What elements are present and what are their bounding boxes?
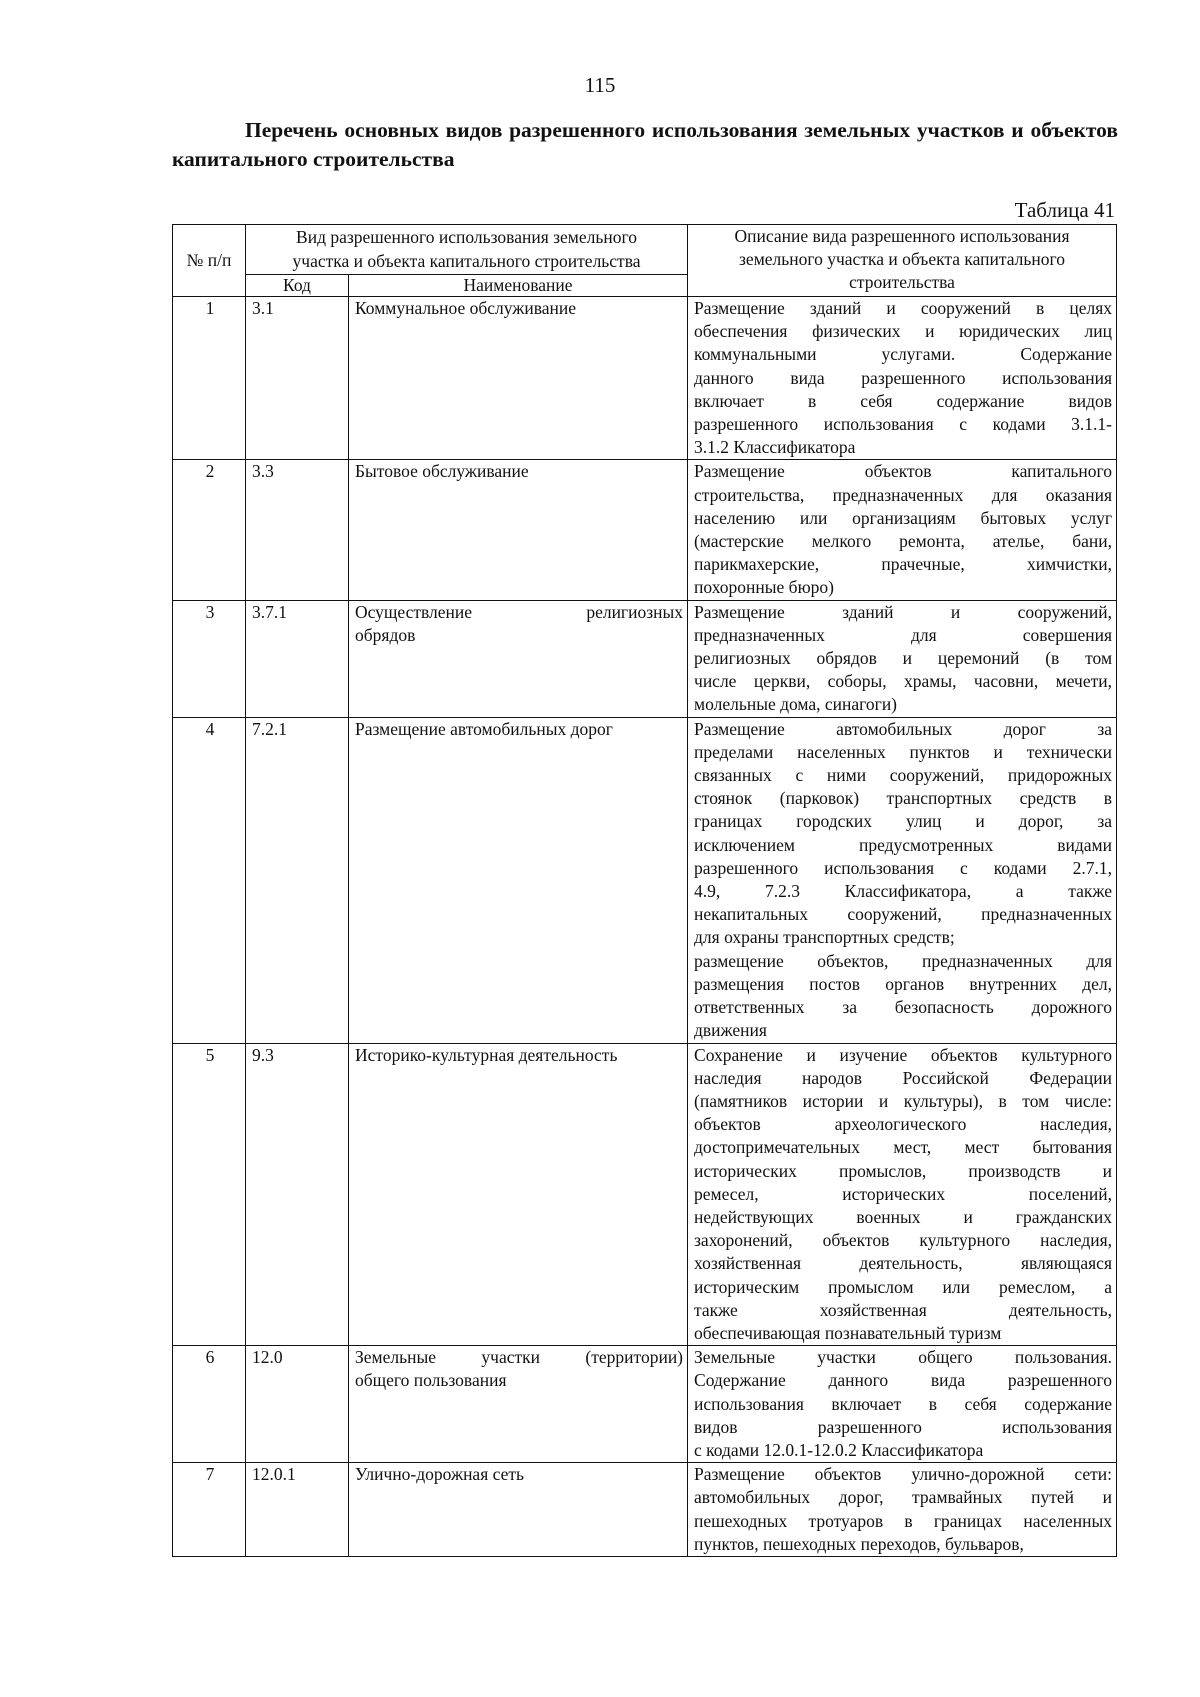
row-number: 6 <box>173 1346 246 1463</box>
row-description-line: размещения постов органов внутренних дел, <box>694 973 1113 994</box>
row-description-line: также хозяйственная деятельность, <box>694 1299 1113 1320</box>
row-description-line: пределами населенных пунктов и технически <box>694 741 1113 762</box>
row-description <box>688 1463 1117 1557</box>
table-row <box>173 460 1117 600</box>
row-description-line: Размещение зданий и сооружений в целях <box>694 298 1113 318</box>
row-description <box>688 297 1117 460</box>
row-description <box>688 600 1117 717</box>
row-description-line: парикмахерские, прачечные, химчистки, <box>694 554 1113 575</box>
row-name <box>349 717 688 1043</box>
row-code: 3.3 <box>246 460 349 600</box>
table-body <box>173 297 1117 1557</box>
table-row <box>173 297 1117 460</box>
row-code: 12.0 <box>246 1346 349 1463</box>
row-description <box>688 1043 1117 1346</box>
row-description-line: (памятников истории и культуры), в том числе: <box>694 1090 1113 1111</box>
row-description <box>688 460 1117 600</box>
row-name <box>349 600 688 717</box>
row-description-line: достопримечательных мест, мест бытования <box>694 1137 1113 1158</box>
row-description-line: Размещение автомобильных дорог за <box>694 718 1113 739</box>
row-name <box>349 1346 688 1463</box>
row-name-line: обрядов <box>355 624 416 645</box>
row-description-line: видов разрешенного использования <box>694 1416 1113 1437</box>
row-number: 2 <box>173 460 246 600</box>
row-description-line: Размещение объектов улично-дорожной сети: <box>694 1464 1113 1485</box>
row-description <box>688 717 1117 1043</box>
row-description-line: некапитальных сооружений, предназначенных <box>694 904 1113 925</box>
row-description-line: границах городских улиц и дорог, за <box>694 811 1113 832</box>
header-group-line: участка и объекта капитального строительства <box>292 250 641 271</box>
row-description-line: наследия народов Российской Федерации <box>694 1067 1113 1088</box>
row-description-line: стоянок (парковок) транспортных средств в <box>694 788 1113 809</box>
header-name: Наименование <box>349 275 688 297</box>
row-description-line: пунктов, пешеходных переходов, бульваров, <box>694 1533 1024 1554</box>
row-description-line: историческим промыслом или ремеслом, а <box>694 1276 1113 1297</box>
row-name <box>349 1043 688 1346</box>
row-description-line: движения <box>694 1020 767 1041</box>
table-header <box>173 225 1117 297</box>
row-number: 7 <box>173 1463 246 1557</box>
row-description-line: обеспечения физических и юридических лиц <box>694 321 1113 342</box>
row-description-line: включает в себя содержание видов <box>694 390 1113 411</box>
row-description-line: ответственных за безопасность дорожного <box>694 997 1113 1018</box>
row-description-line: обеспечивающая познавательный туризм <box>694 1322 1002 1343</box>
row-description-line: населению или организациям бытовых услуг <box>694 507 1113 528</box>
row-description-line: разрешенного использования с кодами 2.7.1, <box>694 857 1113 878</box>
row-description-line: исключением предусмотренных видами <box>694 834 1113 855</box>
row-description-line: предназначенных для совершения <box>694 624 1113 645</box>
row-name-line: общего пользования <box>355 1370 507 1391</box>
row-description <box>688 1346 1117 1463</box>
row-name-line: Земельные участки (территории) <box>355 1347 684 1368</box>
row-description-line: религиозных обрядов и церемоний (в том <box>694 648 1113 669</box>
header-desc-line: Описание вида разрешенного использования <box>734 226 1070 246</box>
row-description-line: для охраны транспортных средств; <box>694 927 955 948</box>
row-description-line: с кодами 12.0.1-12.0.2 Классификатора <box>694 1439 984 1460</box>
header-desc-line: строительства <box>849 272 955 293</box>
row-description-line: ремесел, исторических поселений, <box>694 1183 1113 1204</box>
row-description-line: связанных с ними сооружений, придорожных <box>694 765 1113 786</box>
row-description-line: объектов археологического наследия, <box>694 1114 1113 1135</box>
table-caption: Таблица 41 <box>1014 198 1115 222</box>
header-use-type-group <box>246 225 688 275</box>
row-description-line: данного вида разрешенного использования <box>694 367 1113 388</box>
header-group-line: Вид разрешенного использования земельного <box>296 227 637 248</box>
row-description-line: пешеходных тротуаров в границах населенных <box>694 1510 1113 1531</box>
row-name <box>349 1463 688 1557</box>
table-row <box>173 1043 1117 1346</box>
row-description-line: строительства, предназначенных для оказания <box>694 484 1113 505</box>
row-code: 3.1 <box>246 297 349 460</box>
row-name-line: Коммунальное обслуживание <box>355 298 577 318</box>
row-description-line: числе церкви, соборы, храмы, часовни, мечети, <box>694 671 1113 692</box>
table-row <box>173 1346 1117 1463</box>
table-row <box>173 717 1117 1043</box>
row-description-line: (мастерские мелкого ремонта, ателье, бани, <box>694 531 1113 552</box>
row-description-line: хозяйственная деятельность, являющаяся <box>694 1253 1113 1274</box>
row-description-line: захоронений, объектов культурного наследия, <box>694 1230 1113 1251</box>
row-number: 4 <box>173 717 246 1043</box>
document-title: Перечень основных видов разрешенного использования земельных участков и объектов капитального строительства <box>172 118 1118 171</box>
row-name-line: Размещение автомобильных дорог <box>355 718 613 739</box>
row-description-line: автомобильных дорог, трамвайных путей и <box>694 1487 1113 1508</box>
row-name-line: Бытовое обслуживание <box>355 461 529 482</box>
page-number: 115 <box>584 73 616 97</box>
header-num: № п/п <box>173 225 246 297</box>
row-description-line: коммунальными услугами. Содержание <box>694 344 1113 365</box>
row-description-line: Размещение зданий и сооружений, <box>694 601 1113 622</box>
header-desc-line: земельного участка и объекта капитального <box>739 249 1066 270</box>
row-description-line: молельные дома, синагоги) <box>694 694 898 715</box>
row-description-line: разрешенного использования с кодами 3.1.1- <box>694 414 1113 435</box>
row-description-line: Содержание данного вида разрешенного <box>694 1370 1113 1391</box>
table-row <box>173 1463 1117 1557</box>
row-code: 7.2.1 <box>246 717 349 1043</box>
row-description-line: 3.1.2 Классификатора <box>694 437 856 458</box>
row-number: 5 <box>173 1043 246 1346</box>
row-description-line: недействующих военных и гражданских <box>694 1206 1113 1227</box>
row-description-line: Земельные участки общего пользования. <box>694 1347 1113 1368</box>
row-description-line: похоронные бюро) <box>694 577 834 598</box>
row-description-line: Сохранение и изучение объектов культурного <box>694 1044 1113 1065</box>
table-row <box>173 600 1117 717</box>
row-description-line: исторических промыслов, производств и <box>694 1160 1113 1181</box>
row-code: 12.0.1 <box>246 1463 349 1557</box>
row-description-line: размещение объектов, предназначенных для <box>694 950 1113 971</box>
row-name-line: Улично-дорожная сеть <box>355 1464 525 1485</box>
row-name-line: Историко-культурная деятельность <box>355 1044 618 1065</box>
row-description-line: 4.9, 7.2.3 Классификатора, а также <box>694 881 1113 902</box>
header-description <box>688 225 1117 297</box>
header-code: Код <box>246 275 349 297</box>
row-code: 9.3 <box>246 1043 349 1346</box>
row-number: 3 <box>173 600 246 717</box>
land-use-table <box>172 224 1117 1557</box>
row-description-line: Размещение объектов капитального <box>694 461 1113 482</box>
row-number: 1 <box>173 297 246 460</box>
row-name <box>349 460 688 600</box>
row-description-line: использования включает в себя содержание <box>694 1393 1113 1414</box>
row-name <box>349 297 688 460</box>
row-code: 3.7.1 <box>246 600 349 717</box>
row-name-line: Осуществление религиозных <box>355 601 684 622</box>
